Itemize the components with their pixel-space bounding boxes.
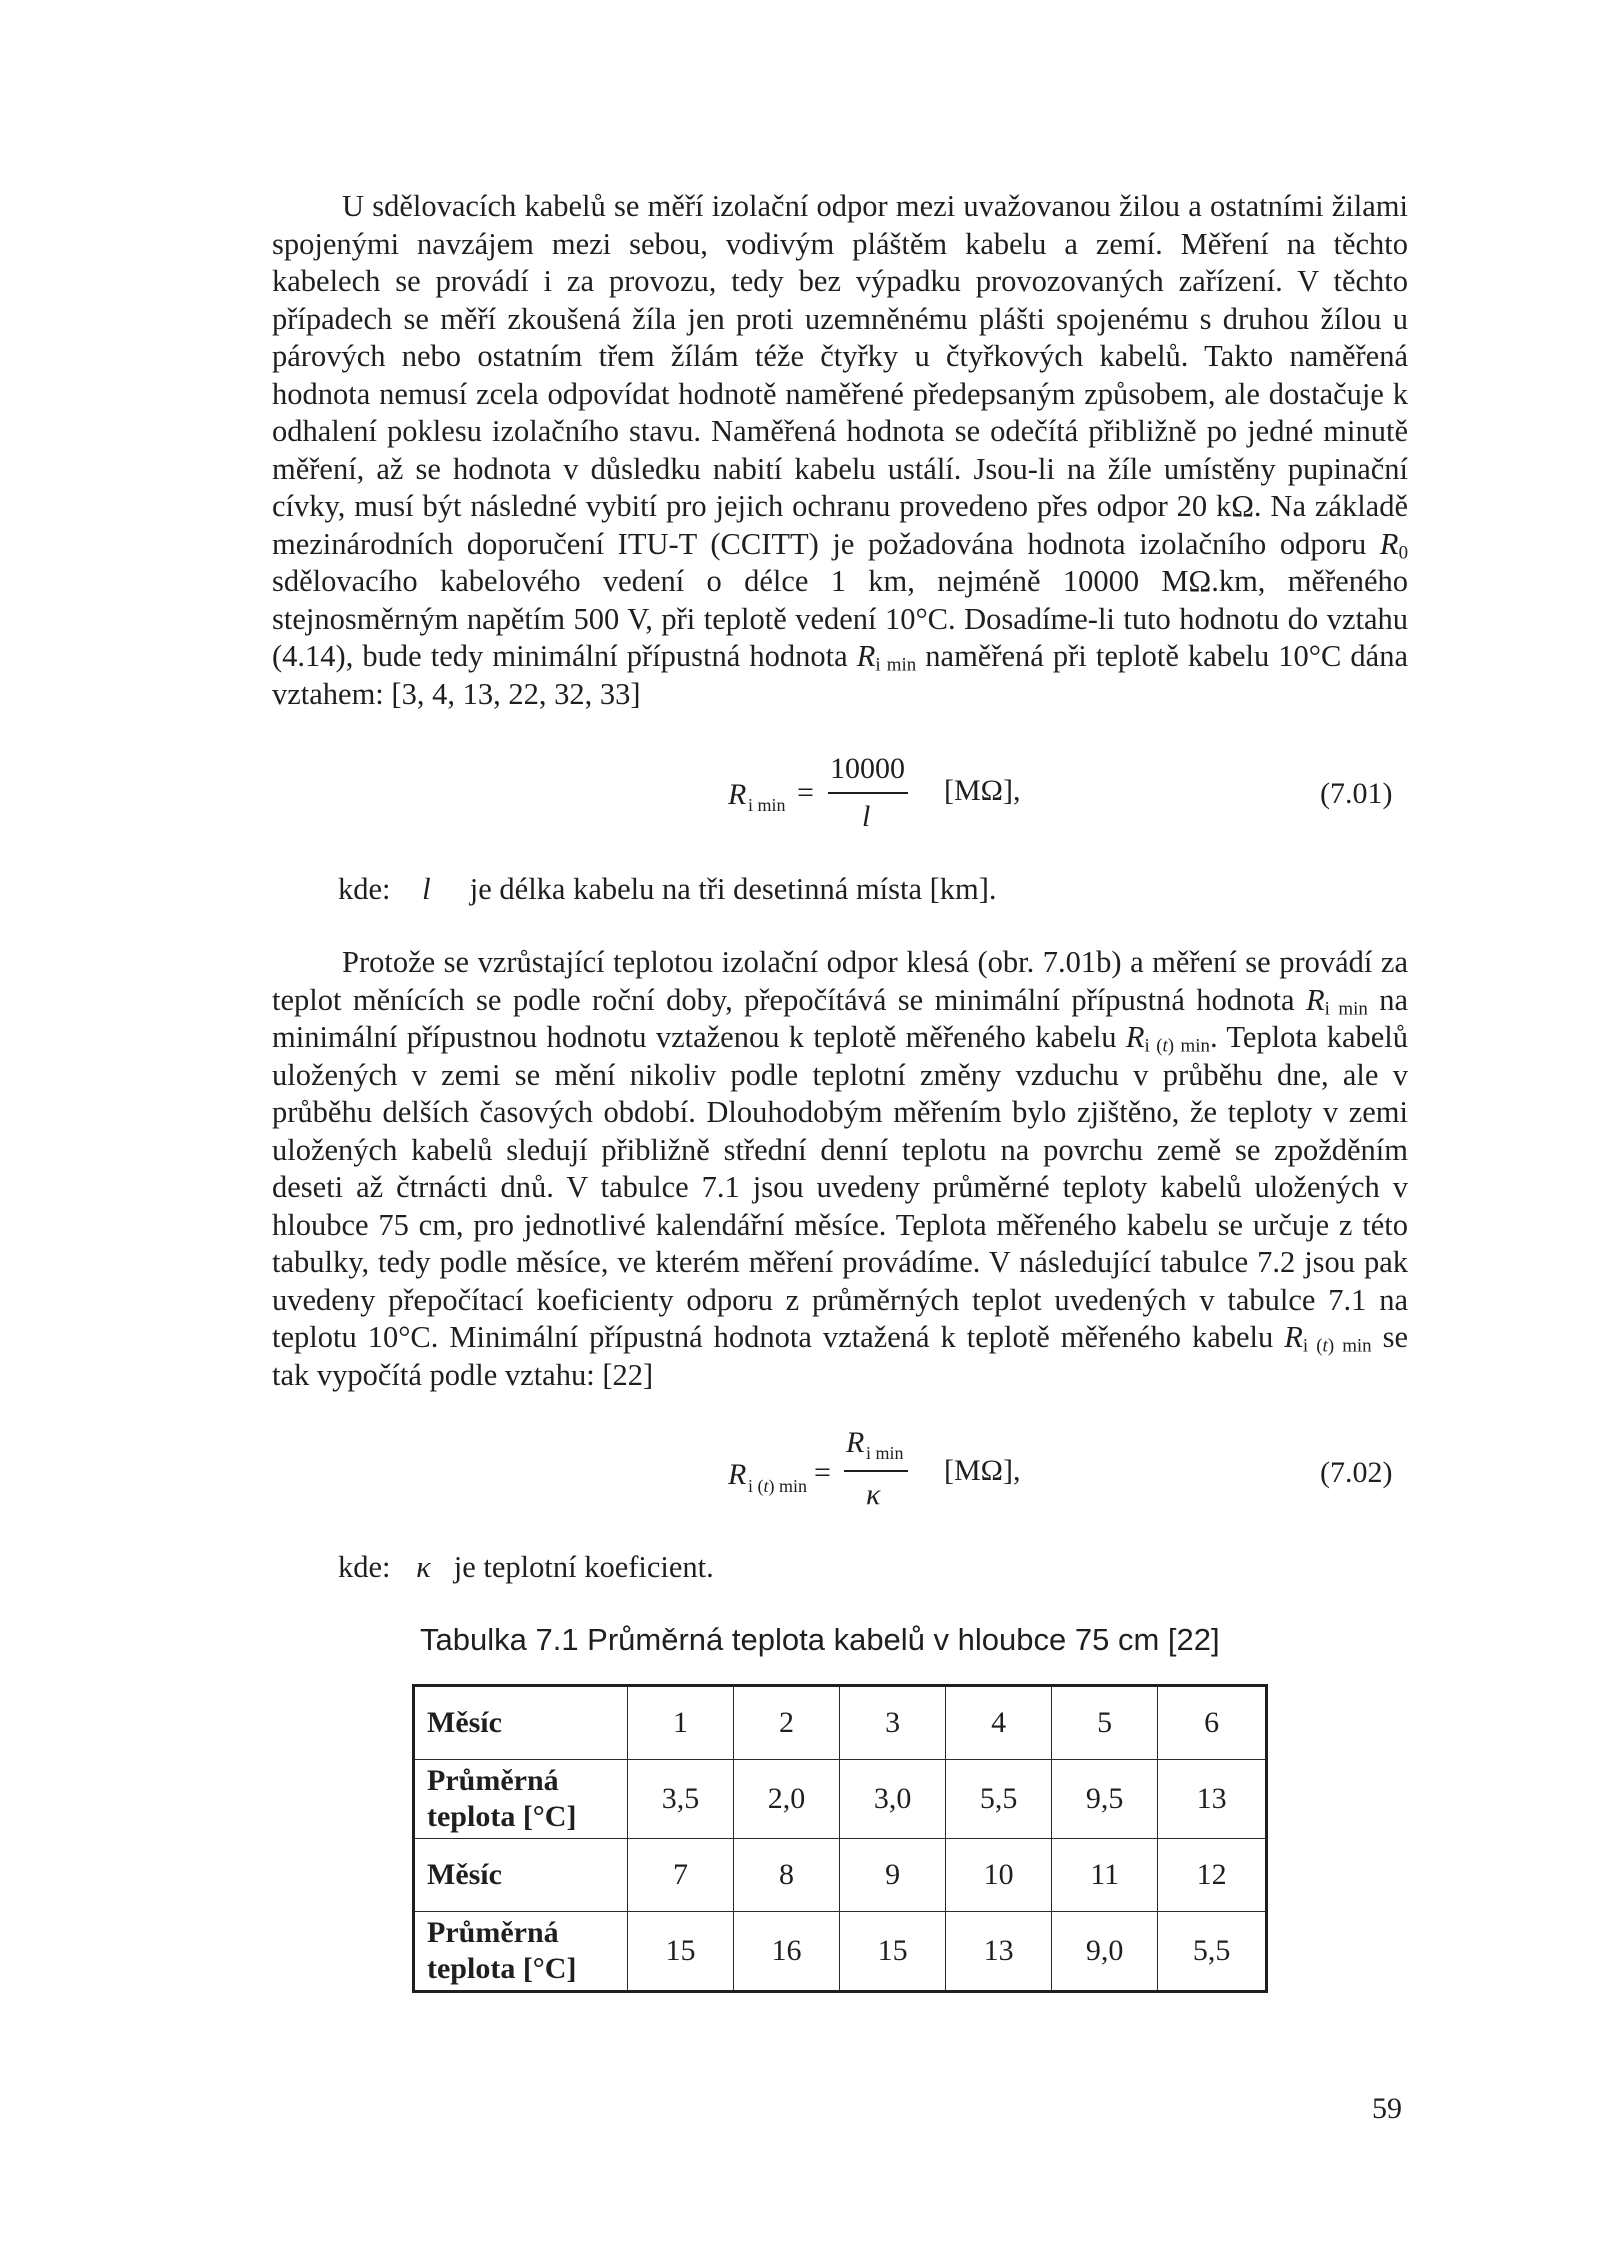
row-label-month: Měsíc bbox=[414, 1839, 628, 1912]
symbol-sub-tmin: ) min bbox=[1167, 1035, 1210, 1057]
eq2-sub-tmin: ) min bbox=[768, 1476, 808, 1496]
page-number: 59 bbox=[1372, 2092, 1402, 2125]
paragraph-temperature-correction bbox=[272, 944, 1408, 1394]
table-cell: 15 bbox=[840, 1912, 946, 1992]
symbol-sub-imin: i min bbox=[875, 654, 917, 676]
table-cell: 1 bbox=[628, 1686, 734, 1760]
table-cell: 16 bbox=[734, 1912, 840, 1992]
eq2-sub-t: t bbox=[763, 1476, 769, 1496]
paragraph-insulation-measurement bbox=[272, 188, 1408, 713]
table-cell: 5,5 bbox=[946, 1760, 1052, 1839]
paragraph-2-text-c: . Teplota kabelů uložených v zemi se mění nikoliv podle teplotní změny vzduchu v průběhu dne, ale v průběhu delších časových období. Dlouhodobým měřením bylo zjištěno, že teploty v zemi uložených kabelů sledují přibližně střední denní teplotu na povrchu země se zpožděním deseti až čtrnácti dnů. V tabulce 7.1 jsou uvedeny průměrné teploty kabelů uložených v hloubce 75 cm, pro jednotlivé kalendářní měsíce. Teplota měřeného kabelu se určuje z této tabulky, tedy podle měsíce, ve kterém měření provádíme. V následující tabulce 7.2 jsou pak uvedeny přepočítací koeficienty odporu z průměrných teplot uvedených v tabulce 7.1 na teplotu 10°C. Minimální přípustná hodnota vztažená k teplotě měřeného kabelu bbox=[272, 1020, 1408, 1354]
table-row-months-1 bbox=[414, 1686, 1267, 1760]
table-cell: 8 bbox=[734, 1839, 840, 1912]
symbol-sub-i: i ( bbox=[1144, 1035, 1163, 1057]
cable-temperature-table bbox=[412, 1684, 1268, 1993]
symbol-sub-tmin: ) min bbox=[1327, 1335, 1372, 1357]
row-label-temperature bbox=[414, 1912, 628, 1992]
eq2-numerator-sub: i min bbox=[866, 1443, 904, 1463]
table-cell: 3 bbox=[840, 1686, 946, 1760]
eq1-lhs-sub: i min bbox=[748, 795, 786, 815]
eq2-number: (7.02) bbox=[1320, 1456, 1393, 1489]
table-caption: Tabulka 7.1 Průměrná teplota kabelů v hloubce 75 cm [22] bbox=[420, 1622, 1220, 1657]
table-cell: 10 bbox=[946, 1839, 1052, 1912]
symbol-sub-t: t bbox=[1162, 1035, 1168, 1057]
paragraph-2-text-a: Protože se vzrůstající teplotou izolační odpor klesá (obr. 7.01b) a měření se provádí za teplot měnících se podle roční doby, přepočítává se minimální přípustná hodnota bbox=[272, 945, 1408, 1017]
table-cell: 9,5 bbox=[1052, 1760, 1158, 1839]
table-cell: 2,0 bbox=[734, 1760, 840, 1839]
table-row-months-2 bbox=[414, 1839, 1267, 1912]
table-cell: 13 bbox=[1158, 1760, 1267, 1839]
eq2-fraction-line bbox=[844, 1470, 908, 1472]
paragraph-2-text-b: na minimální přípustnou hodnotu vztaženou k teplotě měřeného kabelu bbox=[272, 982, 1408, 1054]
paragraph-1-text-b: sdělovacího kabelového vedení o délce 1 km, nejméně 10000 MΩ.km, měřeného stejnosměrným napětím 500 V, při teplotě vedení 10°C. Dosadíme-li tuto hodnotu do vztahu (4.14), bude tedy minimální přípustná hodnota bbox=[272, 564, 1408, 673]
symbol-sub-0: 0 bbox=[1398, 542, 1409, 564]
table-cell: 3,0 bbox=[840, 1760, 946, 1839]
eq1-lhs-r: R bbox=[728, 778, 747, 811]
symbol-r: R bbox=[1284, 1320, 1303, 1354]
table-row-temps-2 bbox=[414, 1912, 1267, 1992]
eq2-sub-i: i ( bbox=[748, 1476, 764, 1496]
where1-text: je délka kabelu na tři desetinná místa [km]. bbox=[469, 872, 997, 906]
where2-prefix: kde: bbox=[338, 1550, 391, 1584]
paragraph-2-text-d: se tak vypočítá podle vztahu: [22] bbox=[272, 1320, 1409, 1392]
symbol-r: R bbox=[1125, 1020, 1145, 1054]
where2-text: je teplotní koeficient. bbox=[453, 1550, 714, 1584]
symbol-sub-i: i ( bbox=[1302, 1335, 1323, 1357]
paragraph-1-text: U sdělovacích kabelů se měří izolační odpor mezi uvažovanou žilou a ostatními žilami spojenými navzájem mezi sebou, vodivým pláštěm kabelu a zemí. Měření na těchto kabelech se provádí i za provozu, tedy bez výpadku provozovaných zařízení. V těchto případech se měří zkoušená žíla jen proti uzemněnému plášti spojenému s druhou žílou u párových nebo ostatním třem žílám téže čtyřky u čtyřkových kabelů. Takto naměřená hodnota nemusí zcela odpovídat hodnotě naměřené předepsaným způsobem, ale dostačuje k odhalení poklesu izolačního stavu. Naměřená hodnota se odečítá přibližně po jedné minutě měření, až se hodnota v důsledku nabití kabelu ustálí. Jsou-li na žíle umístěny pupinační cívky, musí být následné vybití pro jejich ochranu provedeno přes odpor 20 kΩ. Na základě mezinárodních doporučení ITU-T (CCITT) je požadována hodnota izolačního odporu bbox=[272, 189, 1408, 561]
where-kappa-definition bbox=[338, 1550, 714, 1585]
table-cell: 9,0 bbox=[1052, 1912, 1158, 1992]
where2-symbol: κ bbox=[416, 1550, 431, 1584]
table-cell: 13 bbox=[946, 1912, 1052, 1992]
eq2-numerator-r: R bbox=[846, 1426, 865, 1459]
table-cell: 6 bbox=[1158, 1686, 1267, 1760]
symbol-r: R bbox=[1305, 982, 1325, 1017]
table-cell: 4 bbox=[946, 1686, 1052, 1760]
table-cell: 9 bbox=[840, 1839, 946, 1912]
table-cell: 11 bbox=[1052, 1839, 1158, 1912]
eq1-number: (7.01) bbox=[1320, 777, 1393, 810]
eq1-equals: = bbox=[797, 776, 814, 809]
where-l-definition bbox=[338, 872, 997, 907]
paragraph-1-text-c: naměřená při teplotě kabelu 10°C dána vztahem: [3, 4, 13, 22, 32, 33] bbox=[272, 639, 1408, 711]
symbol-r: R bbox=[1379, 526, 1399, 561]
table-cell: 3,5 bbox=[628, 1760, 734, 1839]
table-row-temps-1 bbox=[414, 1760, 1267, 1839]
eq2-lhs-sub bbox=[748, 1476, 807, 1497]
symbol-sub-t: t bbox=[1322, 1335, 1328, 1357]
eq2-unit: [MΩ], bbox=[944, 1454, 1021, 1487]
row-label-temperature bbox=[414, 1760, 628, 1839]
table-cell: 2 bbox=[734, 1686, 840, 1760]
eq1-unit: [MΩ], bbox=[944, 774, 1021, 807]
row-label-temp-line1: Průměrná bbox=[427, 1916, 559, 1949]
table-cell: 15 bbox=[628, 1912, 734, 1992]
row-label-temp-line1: Průměrná bbox=[427, 1764, 559, 1797]
table-cell: 5 bbox=[1052, 1686, 1158, 1760]
table-cell: 12 bbox=[1158, 1839, 1267, 1912]
table-cell: 5,5 bbox=[1158, 1912, 1267, 1992]
eq2-denominator: κ bbox=[866, 1478, 881, 1511]
where1-symbol: l bbox=[422, 872, 431, 906]
eq2-equals: = bbox=[814, 1456, 831, 1489]
eq1-fraction-line bbox=[828, 792, 908, 794]
row-label-temp-line2: teplota [°C] bbox=[427, 1952, 577, 1985]
where1-prefix: kde: bbox=[338, 872, 391, 906]
symbol-r: R bbox=[856, 639, 876, 673]
eq1-numerator: 10000 bbox=[830, 752, 905, 785]
row-label-month: Měsíc bbox=[414, 1686, 628, 1760]
eq2-lhs-r: R bbox=[728, 1458, 747, 1491]
eq1-denominator: l bbox=[862, 800, 871, 833]
symbol-sub-imin: i min bbox=[1324, 998, 1368, 1020]
table-cell: 7 bbox=[628, 1839, 734, 1912]
row-label-temp-line2: teplota [°C] bbox=[427, 1800, 577, 1833]
